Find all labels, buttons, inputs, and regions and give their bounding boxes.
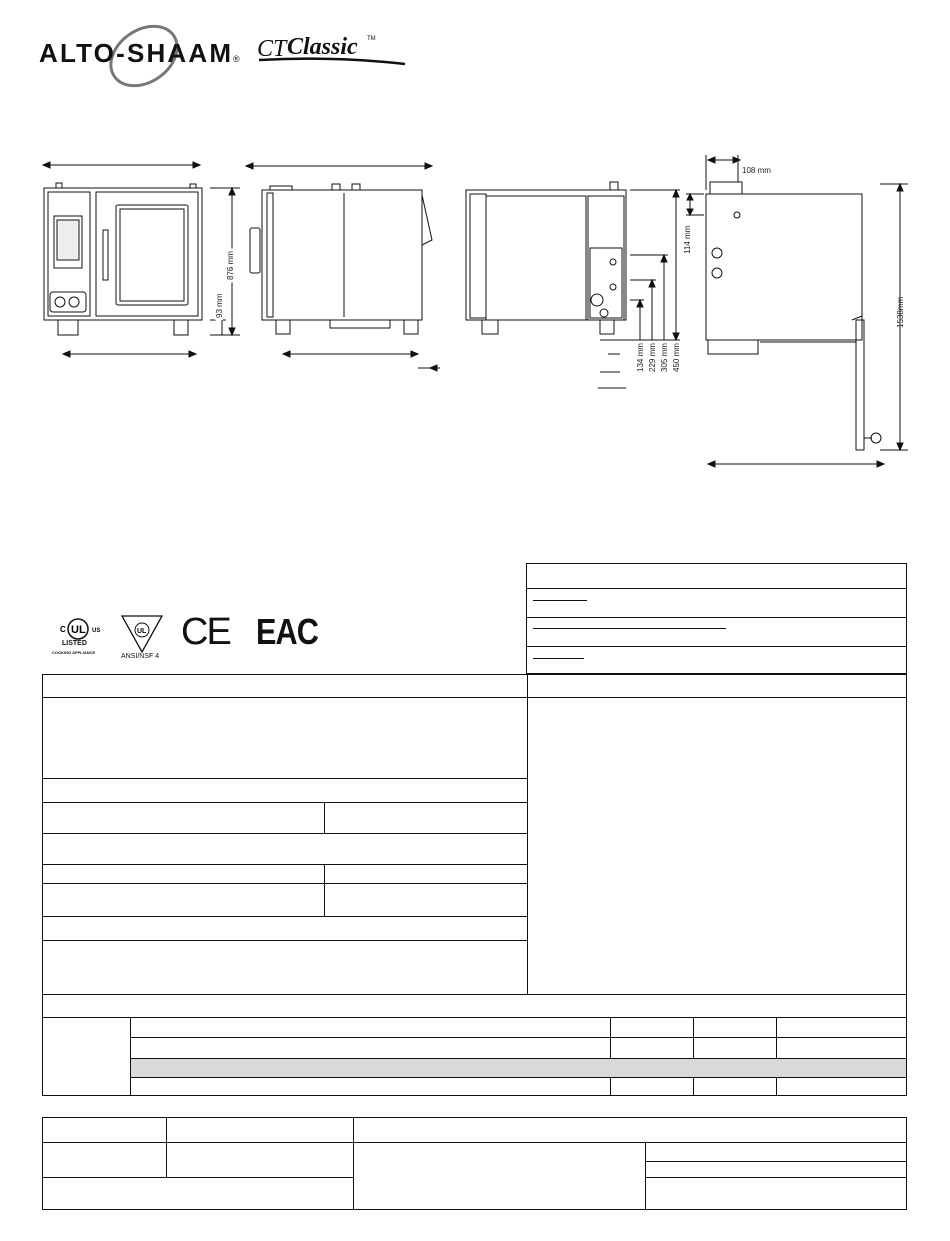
nsf-text: ANSI/NSF 4 [121,653,160,660]
dim-rear-offset-450: 450 mm [672,343,681,372]
dim-rear-offset-229: 229 mm [648,343,657,372]
front-view-drawing [43,162,240,357]
svg-text:UL: UL [71,624,86,636]
form-field-underline [533,658,584,659]
ce-mark: CE [181,611,230,653]
svg-text:CT: CT [257,36,287,62]
brand-logo [38,14,253,94]
form-field-underline [533,628,726,629]
technical-drawings [0,150,950,480]
spec-table [42,674,907,1096]
ul-listed-logo [56,612,106,664]
side-stand-view-drawing [686,155,908,467]
side-view-drawing [246,163,440,371]
eac-mark: EAC [256,611,319,652]
dim-rear-top-depth: 114 mm [683,225,692,254]
svg-text:US: US [92,628,101,634]
svg-text:UL: UL [137,628,147,635]
svg-text:®: ® [233,54,240,64]
dim-front-height: 876 mm [226,251,235,280]
dim-front-leg: 93 mm [215,293,224,318]
form-field-underline [533,600,587,601]
nsf-logo [120,612,166,656]
info-table [42,1117,907,1210]
svg-text:TM: TM [367,36,376,42]
dim-side-top: 108 mm [742,166,771,175]
svg-text:ALTO-SHAAM: ALTO-SHAAM [39,38,231,68]
dim-rear-offset-305: 305 mm [660,343,669,372]
dim-rear-offset-134: 134 mm [636,343,645,372]
ul-listed-subtext: COOKING APPLIANCE [52,650,96,655]
svg-text:C: C [60,625,66,634]
shaded-row [131,1058,906,1078]
dim-side-total-height: 1538mm [896,296,905,328]
svg-text:Classic: Classic [287,34,358,60]
product-line-logo [255,26,415,72]
ul-listed-text: LISTED [62,640,87,647]
